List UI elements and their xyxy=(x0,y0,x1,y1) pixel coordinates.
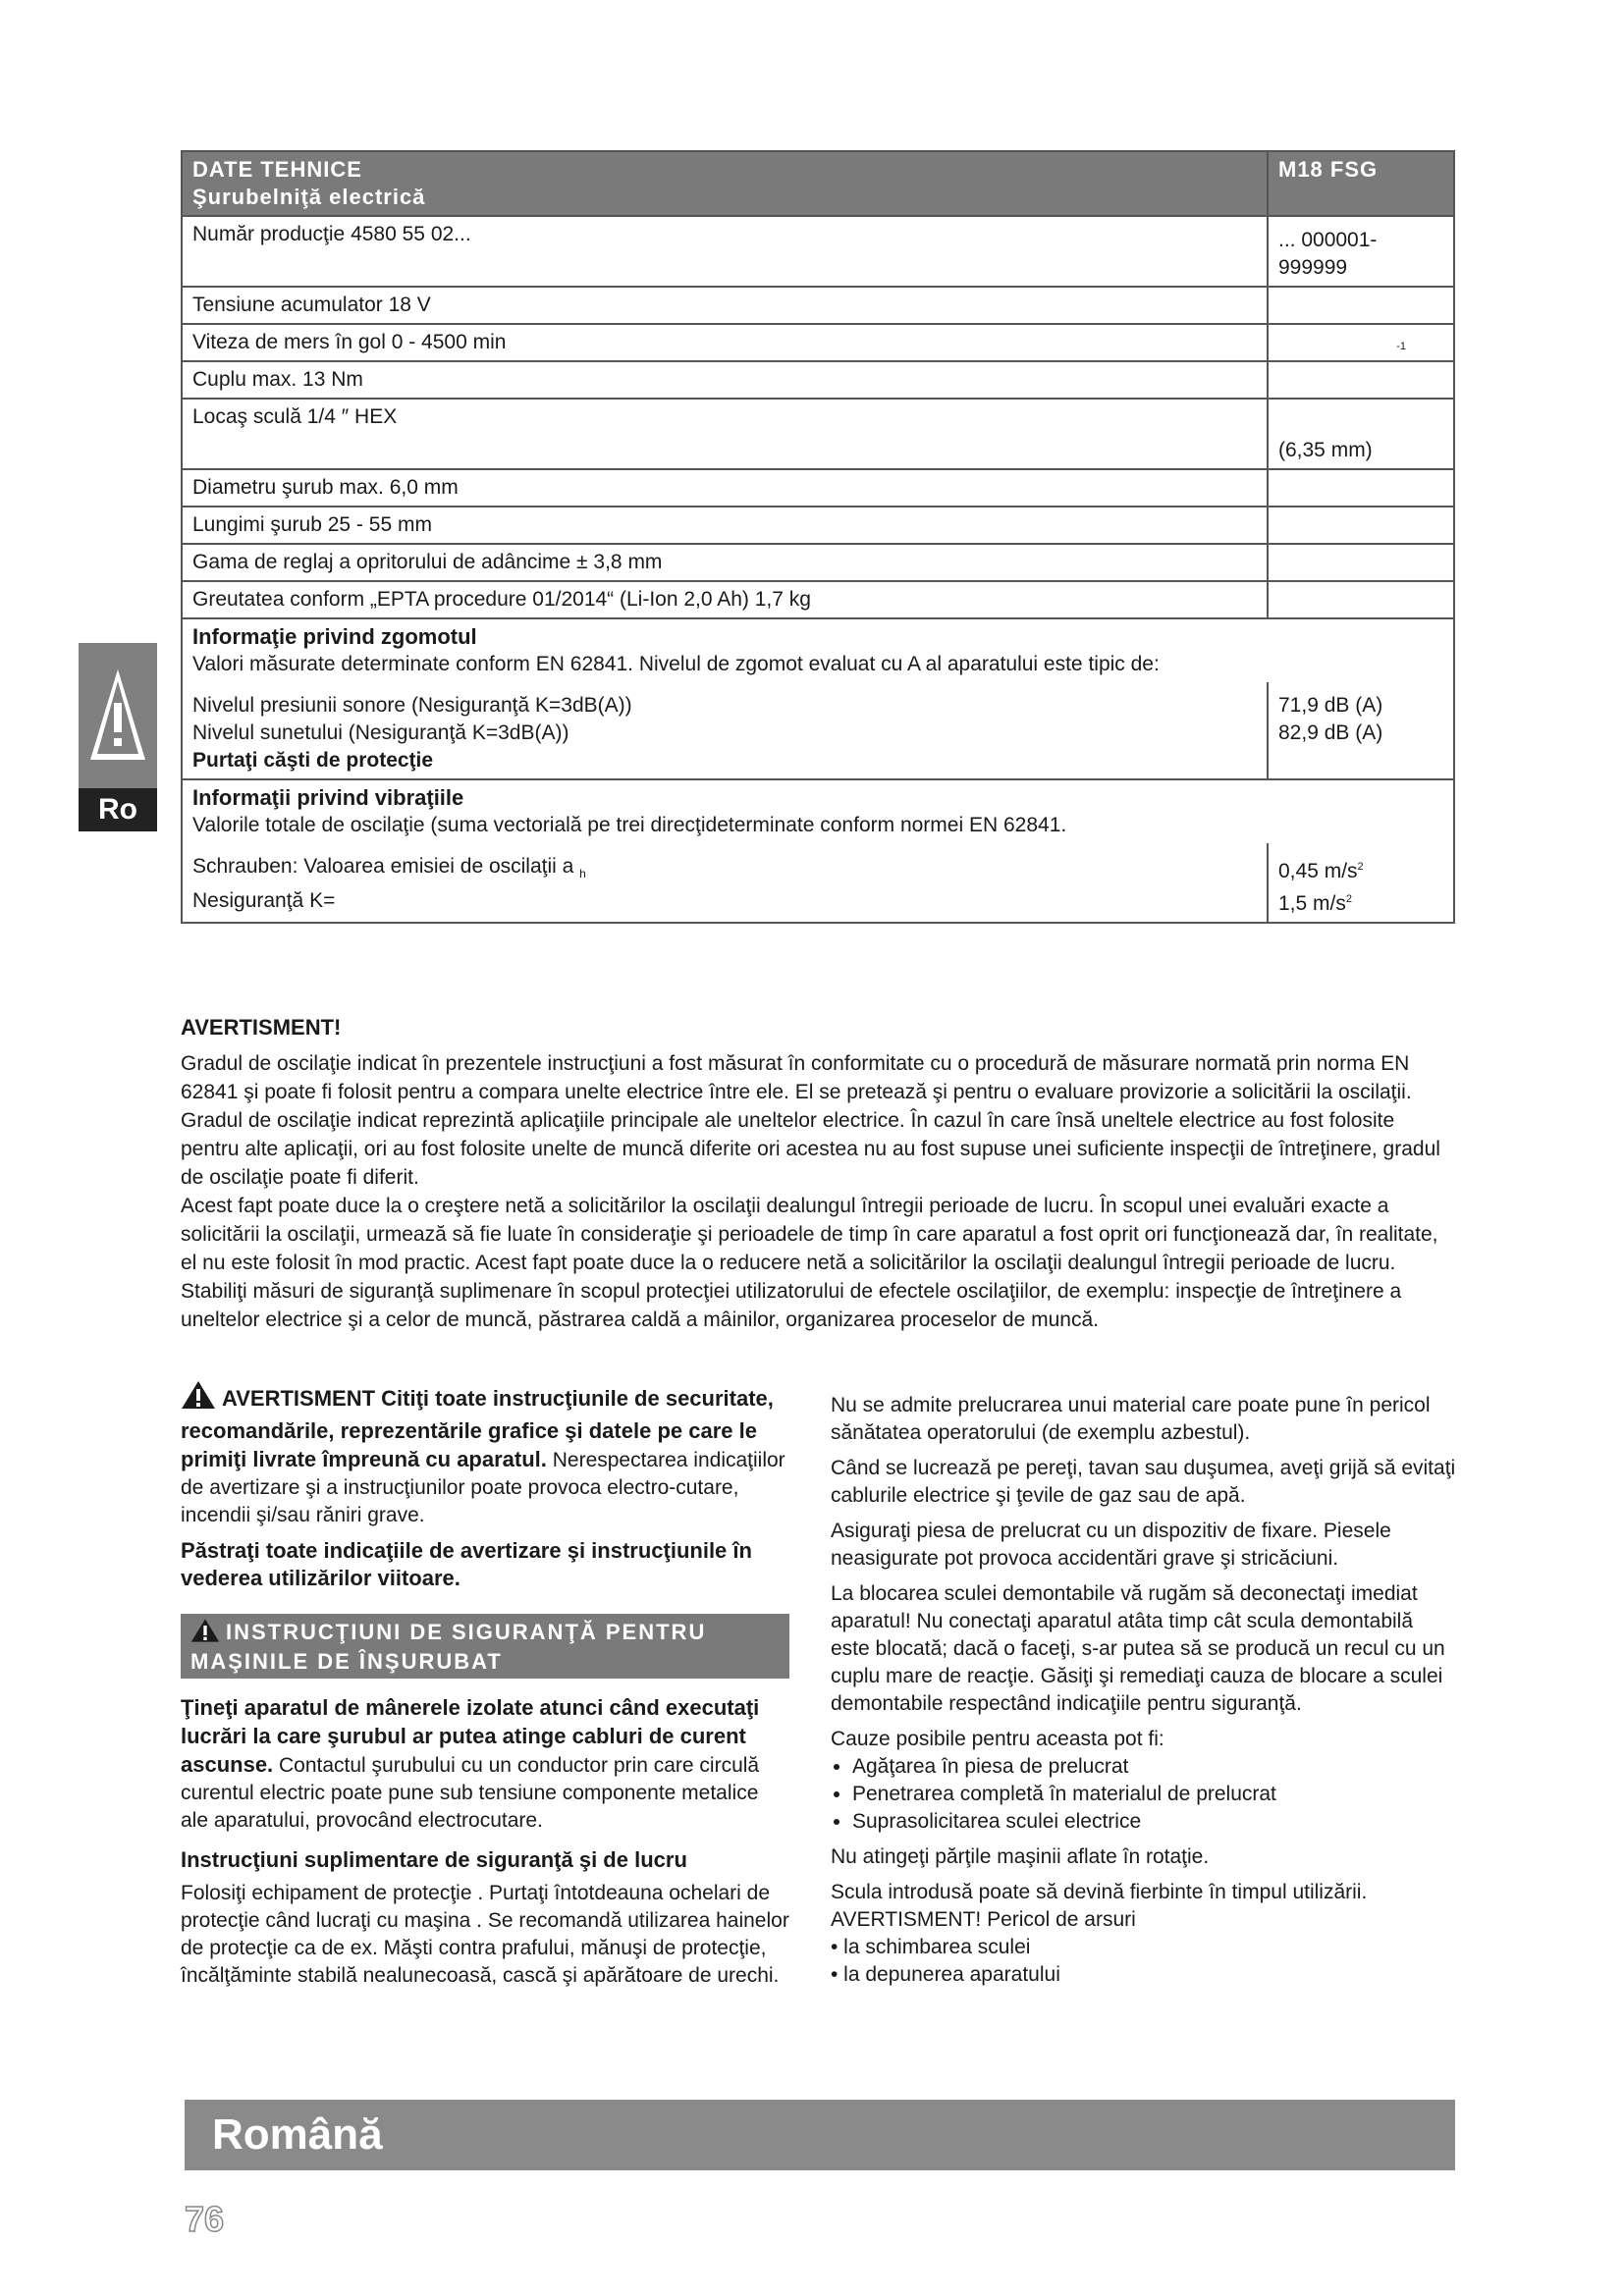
language-code: Ro xyxy=(79,788,157,831)
causes-list xyxy=(831,1753,1457,1836)
table-row xyxy=(183,543,1453,580)
table-row xyxy=(183,580,1453,617)
screwdriver-safety-banner xyxy=(181,1614,789,1679)
left-column xyxy=(181,1380,789,1998)
noise-pressure-label: Nivelul presiunii sonore (Nesiguranţă K=3dB(A)) xyxy=(192,694,632,717)
vibration-uncertainty-label: Nesiguranţă K= xyxy=(192,889,336,913)
vibration-emission-label: Schrauben: Valoarea emisiei de oscilaţii a xyxy=(192,855,574,878)
vibration-intro: Valorile totale de oscilaţie (suma vectorială pe trei direcţideterminate conform normei EN 62841. xyxy=(192,814,1067,836)
keep-instructions-note: Păstraţi toate indicaţiile de avertizare şi instrucţiunile în vederea utilizărilor viitoare. xyxy=(181,1538,752,1590)
table-header-row xyxy=(183,152,1453,215)
vibration-header-row xyxy=(183,778,1453,843)
list-item: • la depunerea aparatului xyxy=(831,1963,1060,1986)
ear-protection-note: Purtaţi căşti de protecţie xyxy=(192,749,434,772)
vibration-subscript: h xyxy=(579,867,586,881)
general-warning xyxy=(181,1380,789,1529)
vibration-values-row xyxy=(183,843,1453,922)
warning-heading: AVERTISMENT! xyxy=(181,1015,342,1040)
technical-data-table xyxy=(181,150,1455,924)
row-label: Număr producţie 4580 55 02... xyxy=(183,217,1269,286)
table-row xyxy=(183,323,1453,360)
blocking-note: La blocarea sculei demontabile vă rugăm să deconectaţi imediat aparatul! Nu conectaţi aparatul atâta timp cât scula demontabilă este blocată; dacă o faceţi, s-ar putea să se producă un recul cu un cuplu mare de reacţie. Găsiţi şi remediaţi cauza de blocare a sculei demontabile respectând indicaţiile pentru siguranţă. xyxy=(831,1582,1445,1715)
hold-insulated-note xyxy=(181,1694,789,1835)
list-item: • Suprasolicitarea sculei electrice xyxy=(852,1808,1457,1836)
noise-intro: Valori măsurate determinate conform EN 62841. Nivelul de zgomot evaluat cu A al aparatului este tipic de: xyxy=(192,653,1160,675)
row-value xyxy=(1269,545,1453,580)
warning-icon xyxy=(181,1380,216,1417)
vibration-warning-section xyxy=(181,1013,1457,1334)
row-label: Greutatea conform „EPTA procedure 01/2014“ (Li-Ion 2,0 Ah) 1,7 kg xyxy=(183,582,1269,617)
table-title: DATE TEHNICE xyxy=(192,157,362,182)
warning-paragraph-2: Acest fapt poate duce la o creştere netă a solicitărilor la oscilaţii dealungul întregii perioade de lucru. În scopul unei evaluări exacte a solicitării la oscilaţii, urmează să fie luate în consideraţie şi perioadele de timp în care aparatul a fost oprit ori funcţionează dar, în realitate, el nu este folosit în mod practic. Acest fapt poate duce la o reducere netă a solicitărilor la oscilaţii dealungul întregii perioade de lucru. Stabiliţi măsuri de siguranţă suplimenare în scopul protecţiei utilizatorului de efectele oscilaţiilor, de exemplu: inspecţie de întreţinere a uneltelor electrice şi a celor de muncă, păstrarea caldă a mâinilor, organizarea proceselor de muncă. xyxy=(181,1195,1438,1331)
row-value: ... 000001-999999 xyxy=(1278,229,1378,279)
rotating-parts-note: Nu atingeţi părţile maşinii aflate în rotaţie. xyxy=(831,1845,1210,1868)
table-subtitle: Şurubelniţă electrică xyxy=(192,185,426,209)
table-row xyxy=(183,360,1453,398)
row-value: -1 xyxy=(1396,341,1406,352)
row-label: Gama de reglaj a opritorului de adâncime ± 3,8 mm xyxy=(183,545,1269,580)
vibration-title: Informaţii privind vibraţiile xyxy=(192,785,464,810)
row-value: (6,35 mm) xyxy=(1278,439,1373,461)
warning-triangle-icon xyxy=(79,643,157,788)
row-label: Locaş sculă 1/4 ″ HEX xyxy=(183,400,1269,468)
asbestos-note: Nu se admite prelucrarea unui material care poate pune în pericol sănătatea operatorului (de exemplu azbestul). xyxy=(831,1394,1431,1444)
general-warning-bold: AVERTISMENT Citiţi toate instrucţiunile de securitate, recomandările, reprezentările grafice şi datele pe care le primiţi livrate împreună cu aparatul. xyxy=(181,1386,774,1471)
row-label: Viteza de mers în gol 0 - 4500 min xyxy=(183,325,1269,360)
list-item: • la schimbarea sculei xyxy=(831,1936,1031,1958)
vibration-emission-value: 0,45 m/s xyxy=(1278,860,1358,882)
noise-power-value: 82,9 dB (A) xyxy=(1278,721,1383,744)
hold-insulated-text: Contactul şurubului cu un conductor prin care circulă curentul electric poate pune sub tensiune componente metalice ale aparatului, provocând electrocutare. xyxy=(181,1754,760,1832)
model-name: M18 FSG xyxy=(1278,157,1379,182)
warning-paragraph-1: Gradul de oscilaţie indicat în prezentele instrucţiuni a fost măsurat în conformitate cu o procedură de măsurare normată prin norma EN 62841 şi poate fi folosit pentru a compara unelte electrice între ele. El se pretează şi pentru o evaluare provizorie a solicitării la oscilaţii. Gradul de oscilaţie indicat reprezintă aplicaţiile principale ale uneltelor electrice. În cazul în care însă uneltele electrice au fost folosite pentru alte aplicaţii, ori au fost folosite unelte de muncă diferite ori acestea nu au fost supuse unei suficiente inspecţii de întreţinere, gradul de oscilaţie poate fi diferit. xyxy=(181,1052,1440,1189)
row-label: Tensiune acumulator 18 V xyxy=(183,288,1269,323)
page-number: 76 xyxy=(185,2199,225,2239)
burn-warning: AVERTISMENT! Pericol de arsuri xyxy=(831,1908,1136,1931)
table-row xyxy=(183,286,1453,323)
general-warning-text: Nerespectarea indicaţiilor de avertizare şi a instrucţiunilor poate provoca electro-cutare, incendii şi/sau răniri grave. xyxy=(181,1449,785,1526)
side-language-tab xyxy=(79,643,157,831)
list-item: • Penetrarea completă în materialul de prelucrat xyxy=(852,1781,1457,1808)
right-column xyxy=(831,1392,1457,1997)
row-value xyxy=(1269,362,1453,398)
unit-superscript: 2 xyxy=(1357,861,1364,873)
table-row xyxy=(183,398,1453,468)
cables-note: Când se lucrează pe pereţi, tavan sau duşumea, aveţi grijă să evitaţi cablurile electrice şi ţevile de gaz sau de apă. xyxy=(831,1457,1456,1507)
row-label: Cuplu max. 13 Nm xyxy=(183,362,1269,398)
noise-title: Informaţie privind zgomotul xyxy=(192,624,477,649)
list-item: • Agăţarea în piesa de prelucrat xyxy=(852,1753,1457,1781)
row-value xyxy=(1269,288,1453,323)
table-header-left xyxy=(183,152,1269,215)
row-value xyxy=(1269,470,1453,506)
noise-power-label: Nivelul sunetului (Nesiguranţă K=3dB(A)) xyxy=(192,721,569,744)
noise-header-row xyxy=(183,617,1453,682)
row-value xyxy=(1269,582,1453,617)
secure-workpiece-note: Asiguraţi piesa de prelucrat cu un dispozitiv de fixare. Piesele neasigurate pot provoca accidentări grave şi stricăciuni. xyxy=(831,1520,1391,1570)
noise-values-row xyxy=(183,682,1453,778)
extra-safety-title: Instrucţiuni suplimentare de siguranţă şi de lucru xyxy=(181,1847,687,1872)
unit-superscript: 2 xyxy=(1345,893,1352,905)
row-value xyxy=(1269,507,1453,543)
warning-icon xyxy=(190,1618,220,1649)
language-banner: Română xyxy=(185,2100,1455,2170)
noise-pressure-value: 71,9 dB (A) xyxy=(1278,694,1383,717)
table-row xyxy=(183,506,1453,543)
hot-tool-note: Scula introdusă poate să devină fierbinte în timpul utilizării. xyxy=(831,1881,1368,1903)
row-label: Diametru şurub max. 6,0 mm xyxy=(183,470,1269,506)
table-row xyxy=(183,468,1453,506)
extra-safety-text: Folosiţi echipament de protecţie . Purtaţi întotdeauna ochelari de protecţie când lucraţi cu maşina . Se recomandă utilizarea hainelor de protecţie ca de ex. Măşti contra prafului, mănuşi de protecţie, încălţăminte stabilă nealunecoasă, cască şi apărătoare de urechi. xyxy=(181,1882,789,1987)
table-row xyxy=(183,215,1453,286)
row-label: Lungimi şurub 25 - 55 mm xyxy=(183,507,1269,543)
causes-intro: Cauze posibile pentru aceasta pot fi: xyxy=(831,1728,1164,1750)
vibration-uncertainty-value: 1,5 m/s xyxy=(1278,892,1346,915)
banner-text: INSTRUCŢIUNI DE SIGURANŢĂ PENTRU MAŞINILE DE ÎNŞURUBAT xyxy=(190,1620,707,1674)
hold-insulated-bold: Ţineţi aparatul de mânerele izolate atunci când executaţi lucrări la care şurubul ar putea atinge cabluri de curent ascunse. xyxy=(181,1695,760,1777)
